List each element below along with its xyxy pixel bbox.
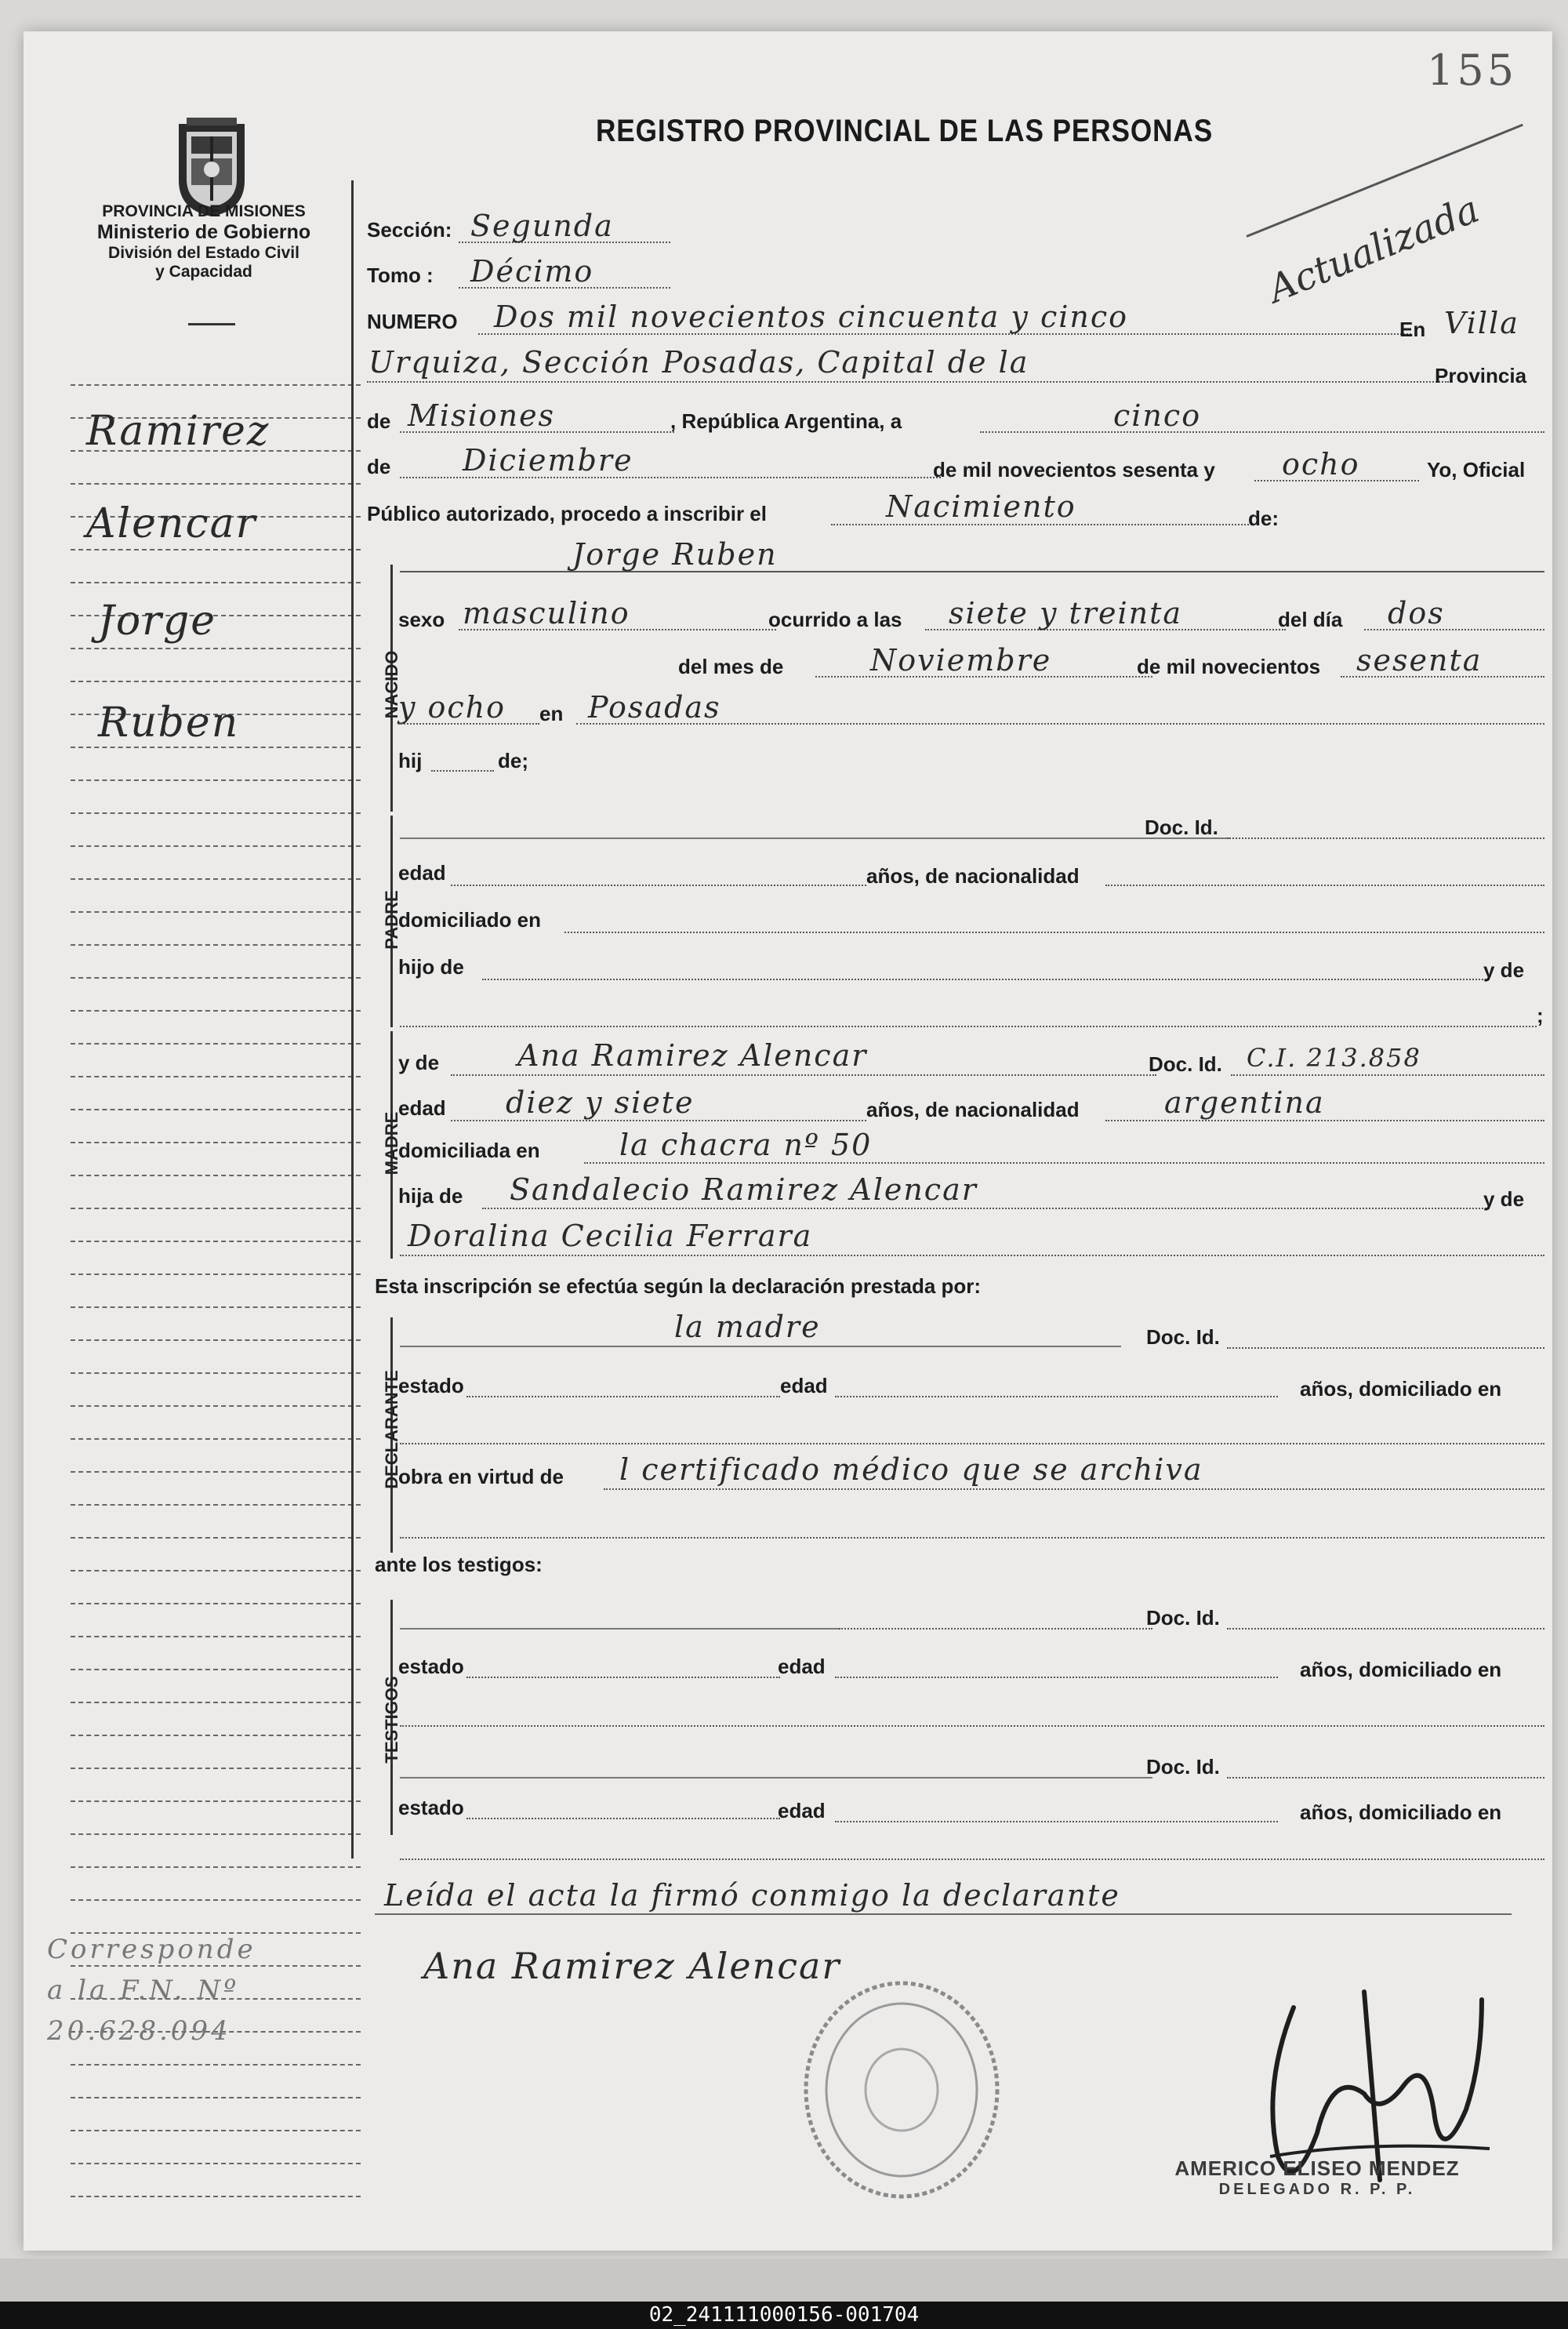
madre-edad-label: edad	[398, 1096, 446, 1120]
obra-label: obra en virtud de	[398, 1465, 564, 1488]
officer-block	[1121, 2156, 1513, 2199]
testigo-1-doc-label: Doc. Id.	[1146, 1606, 1220, 1630]
madre-doc-value: C.I. 213.858	[1247, 1043, 1421, 1073]
madre-y-de-2-label: y de	[1483, 1187, 1525, 1211]
register-page	[24, 31, 1552, 2251]
ocurrido-label: ocurrido a las	[768, 608, 902, 631]
office-underline	[188, 323, 235, 325]
hora-value: siete y treinta	[949, 596, 1183, 630]
numero-value: Dos mil novecientos cincuenta y cinco	[494, 300, 1129, 334]
book-binding	[0, 2258, 1568, 2305]
testigo-1-estado-label: estado	[398, 1655, 464, 1678]
hij-label: hij	[398, 749, 423, 772]
margin-rule	[351, 180, 354, 1858]
padre-hijo-de-label: hijo de	[398, 955, 464, 979]
declarante-doc-label: Doc. Id.	[1146, 1325, 1220, 1349]
file-caption: 02_241111000156-001704	[0, 2302, 1568, 2329]
oficial-label: Yo, Oficial	[1427, 458, 1526, 481]
tipo-acta-value: Nacimiento	[886, 489, 1076, 524]
lugar-nacimiento-label: en	[539, 702, 564, 725]
page-title: REGISTRO PROVINCIAL DE LAS PERSONAS	[596, 114, 1214, 148]
section-padre: PADRE	[382, 890, 401, 950]
declarante-domicilio-label: años, domiciliado en	[1300, 1377, 1502, 1401]
issuing-office	[55, 202, 353, 282]
sexo-value: masculino	[463, 596, 630, 630]
testigos-intro: ante los testigos:	[375, 1553, 543, 1576]
officer-title: DELEGADO R. P. P.	[1218, 2181, 1416, 2198]
office-line-2: Ministerio de Gobierno	[96, 221, 311, 243]
madre-domicilio-value: la chacra nº 50	[619, 1128, 873, 1162]
provincia-de-label: de	[367, 409, 391, 433]
testigo-2-estado-label: estado	[398, 1796, 464, 1819]
section-nacido: NACIDO	[382, 650, 401, 719]
margin-given-name-2: Ruben	[98, 699, 240, 747]
padre-domicilio-label: domiciliado en	[398, 908, 542, 932]
testigo-2-doc-label: Doc. Id.	[1146, 1755, 1220, 1779]
mes-nacimiento-label: del mes de	[678, 655, 784, 678]
margin-note-line-1: Corresponde	[47, 1934, 256, 1965]
declarante-edad-label: edad	[780, 1374, 828, 1397]
cierre-acta: Leída el acta la firmó conmigo la declarante	[384, 1878, 1120, 1913]
section-testigos: TESTIGOS	[382, 1676, 401, 1764]
margin-note-line-2: a la F.N. Nº	[47, 1975, 240, 2006]
lugar-nacimiento-value: Posadas	[588, 690, 721, 725]
testigo-1-edad-label: edad	[778, 1655, 826, 1678]
madre-edad-value: diez y siete	[506, 1085, 695, 1120]
dia-nacimiento-label: del día	[1278, 608, 1343, 631]
dia-value: cinco	[1113, 398, 1202, 433]
testigo-1-domicilio-label: años, domiciliado en	[1300, 1658, 1502, 1681]
sexo-label: sexo	[398, 608, 445, 631]
anio-value: ocho	[1282, 447, 1360, 481]
lugar-1: Villa	[1444, 306, 1519, 340]
madre-nacionalidad-value: argentina	[1164, 1085, 1325, 1120]
testigo-2-edad-label: edad	[778, 1799, 826, 1822]
provincia-value: Misiones	[408, 398, 556, 433]
seccion-value: Segunda	[470, 209, 614, 243]
margin-note-line-3: 20.628.094	[47, 2015, 231, 2047]
section-declarante: DECLARANTE	[382, 1370, 401, 1489]
padre-doc-label: Doc. Id.	[1145, 816, 1218, 839]
nacido-nombre: Jorge Ruben	[572, 537, 778, 572]
dia-nacimiento-value: dos	[1388, 596, 1445, 630]
padre-nacionalidad-label: años, de nacionalidad	[866, 864, 1080, 888]
padre-edad-label: edad	[398, 861, 446, 885]
anio-nacimiento-label: de mil novecientos	[1137, 655, 1321, 678]
mes-de-label: de	[367, 455, 391, 478]
madre-y-de-label: y de	[398, 1051, 440, 1074]
page-number: 155	[1427, 45, 1518, 95]
publico-label: Público autorizado, procedo a inscribir el	[367, 502, 767, 525]
madre-hija-de-label: hija de	[398, 1184, 463, 1208]
obra-value: l certificado médico que se archiva	[619, 1452, 1203, 1487]
margin-note	[47, 1929, 256, 2051]
hij-de-label: de;	[498, 749, 528, 772]
mes-nacimiento-value: Noviembre	[870, 643, 1052, 678]
margin-surname-2: Alencar	[86, 500, 257, 547]
firma-declarante: Ana Ramirez Alencar	[423, 1945, 841, 1987]
stamp-annotation: Actualizada	[1261, 187, 1486, 312]
seccion-label: Sección:	[367, 218, 452, 242]
republica-label: , República Argentina, a	[670, 409, 902, 433]
abuelo-materno: Sandalecio Ramirez Alencar	[510, 1172, 978, 1207]
tomo-value: Décimo	[470, 254, 594, 289]
mes-value: Diciembre	[463, 443, 633, 478]
declarante-nombre: la madre	[674, 1310, 821, 1344]
declarante-estado-label: estado	[398, 1374, 464, 1397]
registry-seal-icon	[800, 1976, 1004, 2204]
anio-nacimiento-value-b: y ocho	[398, 690, 506, 725]
section-madre: MADRE	[382, 1111, 401, 1175]
office-line-3: División del Estado Civil	[108, 244, 299, 262]
padre-semicolon: ;	[1537, 1004, 1544, 1027]
office-line-4: y Capacidad	[155, 263, 252, 281]
madre-nombre: Ana Ramirez Alencar	[517, 1038, 868, 1073]
tomo-label: Tomo :	[367, 263, 434, 287]
declaracion-label: Esta inscripción se efectúa según la declaración prestada por:	[375, 1274, 982, 1298]
en-label: En	[1399, 318, 1426, 341]
numero-label: NUMERO	[367, 310, 458, 333]
anio-label: de mil novecientos sesenta y	[933, 458, 1215, 481]
margin-surname-1: Ramirez	[86, 408, 270, 455]
padre-y-de-label: y de	[1483, 958, 1525, 982]
abuela-materna: Doralina Cecilia Ferrara	[408, 1219, 813, 1253]
madre-doc-label: Doc. Id.	[1149, 1052, 1222, 1076]
officer-name: AMERICO ELISEO MENDEZ	[1174, 2156, 1460, 2180]
office-line-1: PROVINCIA DE MISIONES	[102, 202, 306, 220]
madre-nacionalidad-label: años, de nacionalidad	[866, 1098, 1080, 1121]
anio-nacimiento-value-a: sesenta	[1356, 643, 1483, 678]
lugar-2: Urquiza, Sección Posadas, Capital de la	[368, 345, 1029, 380]
provincia-label: Provincia	[1435, 364, 1527, 387]
margin-given-name-1: Jorge	[98, 598, 217, 645]
testigo-2-domicilio-label: años, domiciliado en	[1300, 1800, 1502, 1824]
madre-domicilio-label: domiciliada en	[398, 1139, 540, 1162]
de-colon-label: de:	[1248, 507, 1279, 530]
